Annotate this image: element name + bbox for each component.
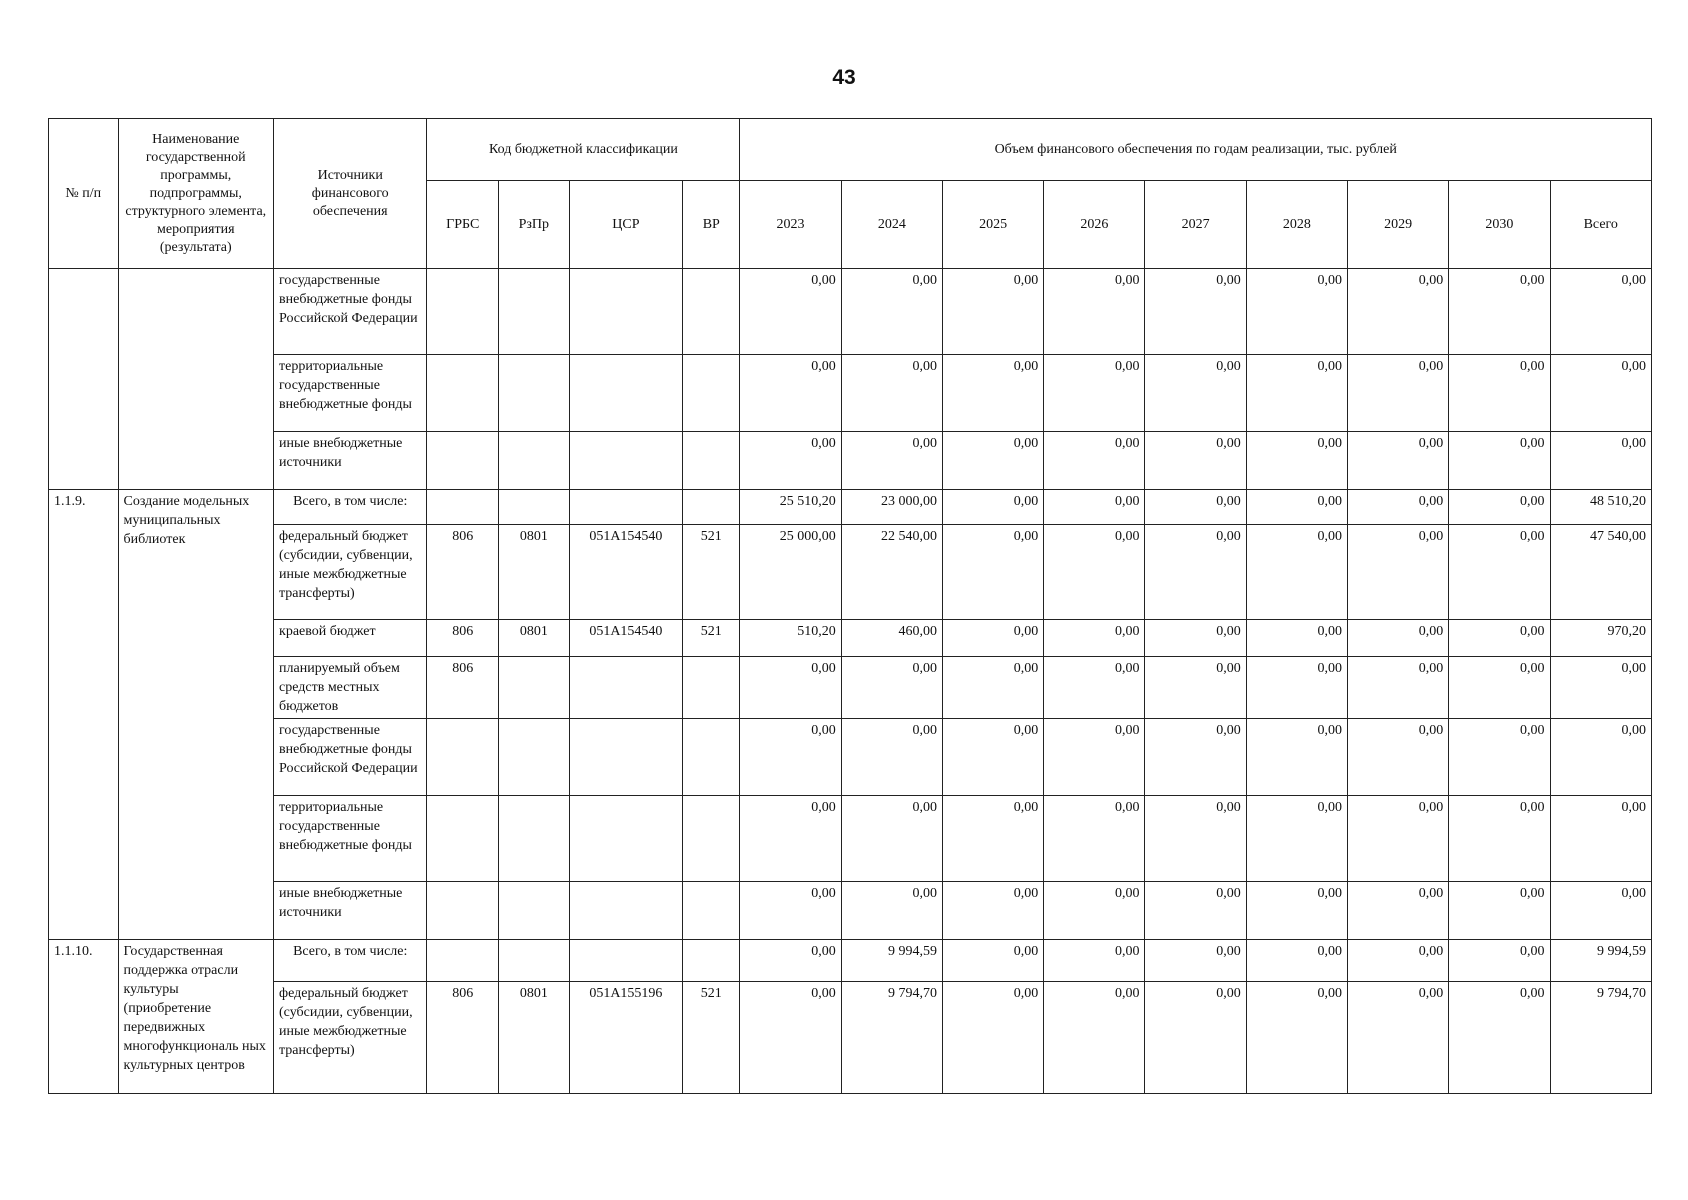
vr-cell: 521 <box>683 620 740 657</box>
vr-cell <box>683 490 740 525</box>
rzpr-cell <box>499 719 570 796</box>
header-name: Наименование государственной программы, подпрограммы, структурного элемента, мероприятия (результата) <box>118 119 273 269</box>
item-name: Государственная поддержка отрасли культуры (приобретение передвижных многофункциональ ных культурных центров <box>118 940 273 1094</box>
header-year: 2026 <box>1044 181 1145 269</box>
csr-cell <box>569 657 683 719</box>
year-value-cell: 0,00 <box>1145 882 1246 940</box>
csr-cell <box>569 432 683 490</box>
grbs-cell <box>427 796 499 882</box>
year-value-cell: 0,00 <box>1348 355 1449 432</box>
rzpr-cell <box>499 490 570 525</box>
csr-cell <box>569 269 683 355</box>
year-value-cell: 0,00 <box>841 269 942 355</box>
item-name: Создание модельных муниципальных библиотек <box>118 490 273 940</box>
year-value-cell: 0,00 <box>942 490 1043 525</box>
header-year: 2023 <box>740 181 841 269</box>
year-value-cell: 0,00 <box>841 432 942 490</box>
year-value-cell: 0,00 <box>1044 355 1145 432</box>
year-value-cell: 0,00 <box>740 355 841 432</box>
table-header <box>49 119 1652 269</box>
year-value-cell: 0,00 <box>942 882 1043 940</box>
year-value-cell: 0,00 <box>1145 432 1246 490</box>
year-value-cell: 0,00 <box>740 719 841 796</box>
vr-cell <box>683 940 740 982</box>
header-year: 2029 <box>1348 181 1449 269</box>
item-number <box>49 269 119 490</box>
year-value-cell: 0,00 <box>1246 269 1347 355</box>
year-value-cell: 0,00 <box>740 796 841 882</box>
year-value-cell: 0,00 <box>1145 940 1246 982</box>
year-value-cell: 0,00 <box>1145 525 1246 620</box>
year-value-cell: 0,00 <box>1348 490 1449 525</box>
grbs-cell <box>427 432 499 490</box>
year-value-cell: 0,00 <box>942 982 1043 1094</box>
year-value-cell: 0,00 <box>942 525 1043 620</box>
total-value-cell: 0,00 <box>1550 719 1651 796</box>
year-value-cell: 0,00 <box>942 620 1043 657</box>
grbs-cell: 806 <box>427 657 499 719</box>
header-year: 2025 <box>942 181 1043 269</box>
rzpr-cell <box>499 796 570 882</box>
csr-cell <box>569 940 683 982</box>
total-value-cell: 0,00 <box>1550 882 1651 940</box>
rzpr-cell <box>499 355 570 432</box>
csr-cell <box>569 796 683 882</box>
header-total: Всего <box>1550 181 1651 269</box>
header-csr: ЦСР <box>569 181 683 269</box>
year-value-cell: 0,00 <box>841 719 942 796</box>
csr-cell <box>569 490 683 525</box>
funding-source: государственные внебюджетные фонды Российской Федерации <box>274 269 427 355</box>
year-value-cell: 0,00 <box>1145 982 1246 1094</box>
grbs-cell <box>427 269 499 355</box>
rzpr-cell: 0801 <box>499 525 570 620</box>
year-value-cell: 0,00 <box>1246 657 1347 719</box>
year-value-cell: 0,00 <box>1145 490 1246 525</box>
csr-cell: 051А155196 <box>569 982 683 1094</box>
table-body <box>49 269 1652 1094</box>
year-value-cell: 0,00 <box>1145 657 1246 719</box>
year-value-cell: 0,00 <box>1348 432 1449 490</box>
year-value-cell: 510,20 <box>740 620 841 657</box>
year-value-cell: 9 994,59 <box>841 940 942 982</box>
year-value-cell: 0,00 <box>1449 525 1550 620</box>
grbs-cell <box>427 940 499 982</box>
grbs-cell <box>427 882 499 940</box>
vr-cell <box>683 355 740 432</box>
funding-source: государственные внебюджетные фонды Российской Федерации <box>274 719 427 796</box>
year-value-cell: 0,00 <box>740 432 841 490</box>
vr-cell <box>683 432 740 490</box>
grbs-cell <box>427 490 499 525</box>
year-value-cell: 0,00 <box>942 269 1043 355</box>
total-value-cell: 0,00 <box>1550 796 1651 882</box>
year-value-cell: 0,00 <box>1044 620 1145 657</box>
csr-cell <box>569 882 683 940</box>
rzpr-cell <box>499 882 570 940</box>
year-value-cell: 0,00 <box>942 719 1043 796</box>
year-value-cell: 0,00 <box>1449 355 1550 432</box>
vr-cell: 521 <box>683 982 740 1094</box>
year-value-cell: 0,00 <box>1246 355 1347 432</box>
year-value-cell: 0,00 <box>1044 982 1145 1094</box>
total-value-cell: 47 540,00 <box>1550 525 1651 620</box>
year-value-cell: 0,00 <box>1348 882 1449 940</box>
year-value-cell: 0,00 <box>740 269 841 355</box>
year-value-cell: 0,00 <box>1348 620 1449 657</box>
year-value-cell: 0,00 <box>1246 490 1347 525</box>
year-value-cell: 0,00 <box>1044 269 1145 355</box>
vr-cell <box>683 269 740 355</box>
year-value-cell: 0,00 <box>740 657 841 719</box>
total-value-cell: 0,00 <box>1550 432 1651 490</box>
year-value-cell: 0,00 <box>1348 796 1449 882</box>
total-value-cell: 9 994,59 <box>1550 940 1651 982</box>
year-value-cell: 0,00 <box>1449 432 1550 490</box>
table-row <box>49 620 1652 657</box>
year-value-cell: 0,00 <box>1044 882 1145 940</box>
header-source: Источники финансового обеспечения <box>274 119 427 269</box>
rzpr-cell <box>499 269 570 355</box>
funding-source: планируемый объем средств местных бюджетов <box>274 657 427 719</box>
item-name <box>118 269 273 490</box>
year-value-cell: 0,00 <box>841 657 942 719</box>
year-value-cell: 0,00 <box>740 882 841 940</box>
table-row <box>49 796 1652 882</box>
header-year: 2024 <box>841 181 942 269</box>
year-value-cell: 0,00 <box>942 796 1043 882</box>
item-number: 1.1.10. <box>49 940 119 1094</box>
rzpr-cell: 0801 <box>499 982 570 1094</box>
year-value-cell: 0,00 <box>1145 620 1246 657</box>
year-value-cell: 0,00 <box>1348 719 1449 796</box>
year-value-cell: 0,00 <box>1348 657 1449 719</box>
grbs-cell: 806 <box>427 525 499 620</box>
header-year: 2028 <box>1246 181 1347 269</box>
year-value-cell: 0,00 <box>1449 719 1550 796</box>
table-row <box>49 525 1652 620</box>
year-value-cell: 0,00 <box>1246 620 1347 657</box>
header-rzpr: РзПр <box>499 181 570 269</box>
year-value-cell: 0,00 <box>1246 882 1347 940</box>
year-value-cell: 0,00 <box>841 355 942 432</box>
total-value-cell: 0,00 <box>1550 355 1651 432</box>
vr-cell <box>683 796 740 882</box>
year-value-cell: 0,00 <box>1449 882 1550 940</box>
vr-cell <box>683 882 740 940</box>
header-year: 2030 <box>1449 181 1550 269</box>
year-value-cell: 0,00 <box>1246 525 1347 620</box>
year-value-cell: 0,00 <box>1044 940 1145 982</box>
year-value-cell: 0,00 <box>1246 940 1347 982</box>
rzpr-cell <box>499 432 570 490</box>
year-value-cell: 0,00 <box>841 882 942 940</box>
year-value-cell: 25 510,20 <box>740 490 841 525</box>
funding-source: иные внебюджетные источники <box>274 432 427 490</box>
vr-cell <box>683 719 740 796</box>
year-value-cell: 0,00 <box>1044 719 1145 796</box>
year-value-cell: 0,00 <box>942 355 1043 432</box>
year-value-cell: 0,00 <box>740 982 841 1094</box>
total-value-cell: 0,00 <box>1550 657 1651 719</box>
page-number: 43 <box>832 66 856 89</box>
total-value-cell: 48 510,20 <box>1550 490 1651 525</box>
total-value-cell: 0,00 <box>1550 269 1651 355</box>
csr-cell: 051А154540 <box>569 620 683 657</box>
vr-cell <box>683 657 740 719</box>
year-value-cell: 0,00 <box>942 432 1043 490</box>
header-vr: ВР <box>683 181 740 269</box>
header-budget-code: Код бюджетной классификации <box>427 119 740 181</box>
funding-source: иные внебюджетные источники <box>274 882 427 940</box>
year-value-cell: 0,00 <box>1449 940 1550 982</box>
year-value-cell: 0,00 <box>1145 269 1246 355</box>
csr-cell: 051А154540 <box>569 525 683 620</box>
table-row <box>49 269 1652 355</box>
csr-cell <box>569 719 683 796</box>
year-value-cell: 0,00 <box>1044 525 1145 620</box>
year-value-cell: 0,00 <box>1449 796 1550 882</box>
year-value-cell: 0,00 <box>1044 490 1145 525</box>
year-value-cell: 0,00 <box>1449 982 1550 1094</box>
header-volume: Объем финансового обеспечения по годам реализации, тыс. рублей <box>740 119 1652 181</box>
year-value-cell: 0,00 <box>1348 525 1449 620</box>
header-year: 2027 <box>1145 181 1246 269</box>
funding-source: Всего, в том числе: <box>274 940 427 982</box>
table-row <box>49 719 1652 796</box>
table-row <box>49 882 1652 940</box>
year-value-cell: 0,00 <box>1348 269 1449 355</box>
grbs-cell <box>427 355 499 432</box>
year-value-cell: 0,00 <box>1044 657 1145 719</box>
year-value-cell: 460,00 <box>841 620 942 657</box>
funding-source: территориальные государственные внебюджетные фонды <box>274 796 427 882</box>
year-value-cell: 0,00 <box>1246 796 1347 882</box>
year-value-cell: 23 000,00 <box>841 490 942 525</box>
year-value-cell: 0,00 <box>1449 269 1550 355</box>
year-value-cell: 0,00 <box>942 657 1043 719</box>
header-grbs: ГРБС <box>427 181 499 269</box>
year-value-cell: 0,00 <box>1044 432 1145 490</box>
item-number: 1.1.9. <box>49 490 119 940</box>
table-row <box>49 432 1652 490</box>
grbs-cell <box>427 719 499 796</box>
year-value-cell: 0,00 <box>1348 982 1449 1094</box>
table-row <box>49 982 1652 1094</box>
year-value-cell: 9 794,70 <box>841 982 942 1094</box>
year-value-cell: 0,00 <box>1449 657 1550 719</box>
csr-cell <box>569 355 683 432</box>
year-value-cell: 0,00 <box>1044 796 1145 882</box>
year-value-cell: 0,00 <box>1449 620 1550 657</box>
year-value-cell: 0,00 <box>942 940 1043 982</box>
year-value-cell: 0,00 <box>1246 432 1347 490</box>
year-value-cell: 0,00 <box>1145 796 1246 882</box>
year-value-cell: 22 540,00 <box>841 525 942 620</box>
table-row <box>49 657 1652 719</box>
budget-table <box>48 118 1652 1094</box>
total-value-cell: 970,20 <box>1550 620 1651 657</box>
funding-source: федеральный бюджет (субсидии, субвенции, иные межбюджетные трансферты) <box>274 982 427 1094</box>
year-value-cell: 0,00 <box>1449 490 1550 525</box>
table-row-total <box>49 940 1652 982</box>
year-value-cell: 0,00 <box>1145 719 1246 796</box>
rzpr-cell <box>499 657 570 719</box>
funding-source: краевой бюджет <box>274 620 427 657</box>
total-value-cell: 9 794,70 <box>1550 982 1651 1094</box>
year-value-cell: 0,00 <box>1246 719 1347 796</box>
vr-cell: 521 <box>683 525 740 620</box>
rzpr-cell: 0801 <box>499 620 570 657</box>
grbs-cell: 806 <box>427 620 499 657</box>
year-value-cell: 0,00 <box>1348 940 1449 982</box>
table-row-total <box>49 490 1652 525</box>
year-value-cell: 0,00 <box>841 796 942 882</box>
year-value-cell: 0,00 <box>1246 982 1347 1094</box>
funding-source: Всего, в том числе: <box>274 490 427 525</box>
table-row <box>49 355 1652 432</box>
year-value-cell: 0,00 <box>1145 355 1246 432</box>
funding-source: федеральный бюджет (субсидии, субвенции, иные межбюджетные трансферты) <box>274 525 427 620</box>
grbs-cell: 806 <box>427 982 499 1094</box>
year-value-cell: 25 000,00 <box>740 525 841 620</box>
rzpr-cell <box>499 940 570 982</box>
funding-source: территориальные государственные внебюджетные фонды <box>274 355 427 432</box>
header-num: № п/п <box>49 119 119 269</box>
year-value-cell: 0,00 <box>740 940 841 982</box>
